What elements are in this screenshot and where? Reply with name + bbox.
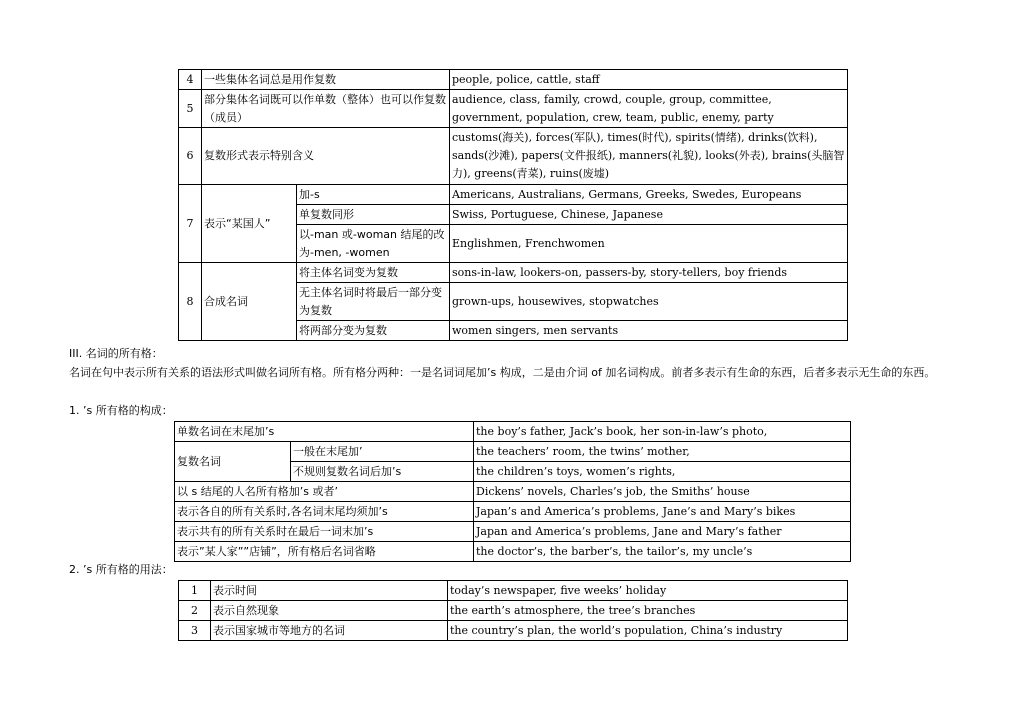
examples-cell: the teachers’ room, the twins’ mother, [474, 442, 851, 462]
rule-cell: 表示“某国人” [202, 185, 297, 263]
rule-cell: 表示国家城市等地方的名词 [211, 621, 448, 641]
plural-rules-table [178, 69, 848, 341]
examples-cell: the doctor’s, the barber’s, the tailor’s, my uncle’s [474, 542, 851, 562]
rule-cell: 复数形式表示特别含义 [202, 128, 450, 185]
sub-rule-cell: 一般在末尾加’ [291, 442, 474, 462]
sub-rule-cell: 加-s [297, 185, 450, 205]
rule-cell: 以 s 结尾的人名所有格加’s 或者’ [175, 482, 474, 502]
row-number: 1 [179, 581, 211, 601]
possessive-formation-table [174, 421, 851, 562]
rule-cell: 表示共有的所有关系时在最后一词末加’s [175, 522, 474, 542]
examples-cell: people, police, cattle, staff [450, 70, 848, 90]
examples-cell: Japan and America’s problems, Jane and Mary’s father [474, 522, 851, 542]
section-heading: III. 名词的所有格： [69, 347, 163, 360]
rule-cell: 表示时间 [211, 581, 448, 601]
row-number: 2 [179, 601, 211, 621]
rule-cell: 表示自然现象 [211, 601, 448, 621]
sub-rule-cell: 不规则复数名词后加’s [291, 462, 474, 482]
examples-cell: Englishmen, Frenchwomen [450, 225, 848, 263]
sub-rule-cell: 以-man 或-woman 结尾的改为-men, -women [297, 225, 450, 263]
row-number: 7 [179, 185, 202, 263]
subsection-heading: 2. ’s 所有格的用法： [69, 563, 173, 576]
table-row [179, 90, 848, 128]
table-row [179, 263, 848, 283]
table-row [179, 70, 848, 90]
table-row [179, 185, 848, 205]
table-row [179, 128, 848, 185]
row-number: 5 [179, 90, 202, 128]
examples-cell: the boy’s father, Jack’s book, her son-in-law’s photo, [474, 422, 851, 442]
examples-cell: the earth’s atmosphere, the tree’s branches [448, 601, 848, 621]
section-paragraph: 名词在句中表示所有关系的语法形式叫做名词所有格。所有格分两种：一是名词词尾加’s 构成，二是由介词 of 加名词构成。前者多表示有生命的东西，后者多表示无生命的东西。 [69, 366, 936, 379]
examples-cell: women singers, men servants [450, 321, 848, 341]
row-number: 6 [179, 128, 202, 185]
sub-rule-cell: 单复数同形 [297, 205, 450, 225]
table-row [175, 482, 851, 502]
table-row [175, 422, 851, 442]
rule-cell: 部分集体名词既可以作单数（整体）也可以作复数（成员） [202, 90, 450, 128]
table-row [175, 442, 851, 462]
rule-cell: 单数名词在末尾加’s [175, 422, 474, 442]
sub-rule-cell: 将主体名词变为复数 [297, 263, 450, 283]
examples-cell: customs(海关), forces(军队), times(时代), spirits(情绪), drinks(饮料), sands(沙滩), papers(文件报纸), manners(礼貌), looks(外表), brains(头脑智力), greens(青菜), ruins(废墟) [450, 128, 848, 185]
examples-cell: audience, class, family, crowd, couple, group, committee, government, population, crew, team, public, enemy, party [450, 90, 848, 128]
examples-cell: Swiss, Portuguese, Chinese, Japanese [450, 205, 848, 225]
row-number: 3 [179, 621, 211, 641]
rule-cell: 表示”某人家””店铺”，所有格后名词省略 [175, 542, 474, 562]
rule-cell: 一些集体名词总是用作复数 [202, 70, 450, 90]
examples-cell: the children’s toys, women’s rights, [474, 462, 851, 482]
table-row [179, 621, 848, 641]
table-row [175, 542, 851, 562]
subsection-heading: 1. ’s 所有格的构成： [69, 404, 173, 417]
table-row [175, 522, 851, 542]
table-row [179, 601, 848, 621]
table-row [175, 502, 851, 522]
examples-cell: Japan’s and America’s problems, Jane’s and Mary’s bikes [474, 502, 851, 522]
rule-cell: 复数名词 [175, 442, 291, 482]
examples-cell: sons-in-law, lookers-on, passers-by, story-tellers, boy friends [450, 263, 848, 283]
examples-cell: the country’s plan, the world’s population, China’s industry [448, 621, 848, 641]
table-row [179, 581, 848, 601]
row-number: 4 [179, 70, 202, 90]
possessive-usage-table [178, 580, 848, 641]
sub-rule-cell: 无主体名词时将最后一部分变为复数 [297, 283, 450, 321]
examples-cell: Americans, Australians, Germans, Greeks, Swedes, Europeans [450, 185, 848, 205]
examples-cell: Dickens’ novels, Charles’s job, the Smiths’ house [474, 482, 851, 502]
row-number: 8 [179, 263, 202, 341]
rule-cell: 表示各自的所有关系时,各名词末尾均须加’s [175, 502, 474, 522]
sub-rule-cell: 将两部分变为复数 [297, 321, 450, 341]
rule-cell: 合成名词 [202, 263, 297, 341]
examples-cell: today’s newspaper, five weeks’ holiday [448, 581, 848, 601]
examples-cell: grown-ups, housewives, stopwatches [450, 283, 848, 321]
